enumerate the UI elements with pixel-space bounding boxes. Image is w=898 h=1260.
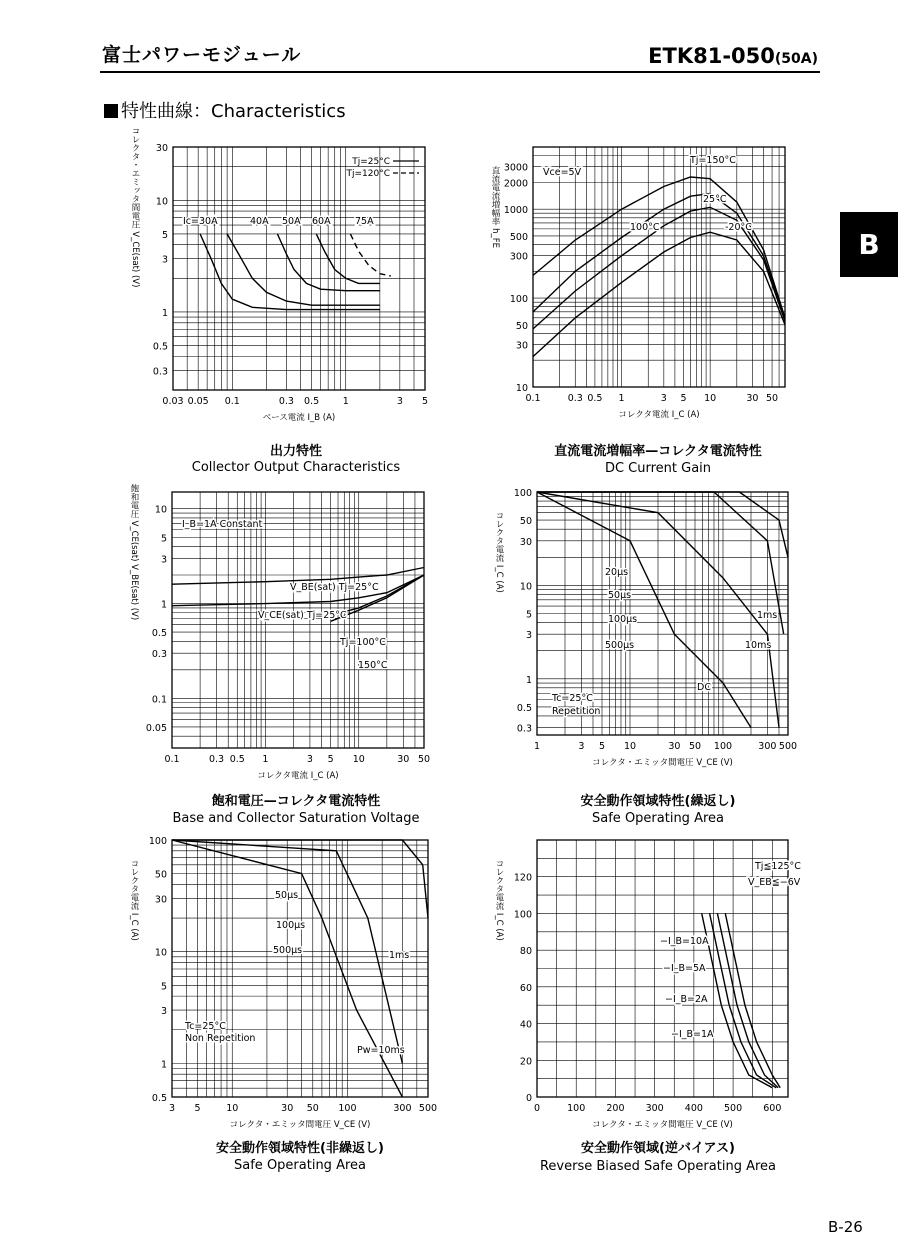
y-tick-label: 10: [154, 504, 167, 516]
annotation-label: I_B=1A Constant: [182, 519, 263, 530]
y-tick-label: 0.5: [152, 341, 168, 353]
annotation-label: 500μs: [605, 640, 635, 651]
x-tick-label: 100: [338, 1103, 357, 1114]
y-tick-label: 100: [513, 909, 532, 921]
x-tick-label: 0.1: [525, 393, 541, 404]
y-tick-label: 0.3: [152, 366, 168, 378]
y-tick-label: 120: [513, 872, 532, 884]
x-tick-label: 0.5: [229, 754, 245, 765]
annotation-label: 150°C: [358, 660, 388, 671]
x-tick-label: 3: [168, 1103, 176, 1114]
y-axis-label: 飽和電圧 V_CE(sat) V_BE(sat) (V): [129, 483, 139, 621]
y-tick-label: 5: [161, 229, 168, 241]
series-line: [702, 913, 773, 1087]
annotation-label: 100°C: [630, 222, 660, 233]
x-tick-label: 0.3: [567, 393, 583, 404]
y-tick-label: 5: [525, 609, 532, 621]
annotation-label: 40A: [250, 216, 269, 227]
series-line: [172, 840, 428, 918]
y-tick-label: 40: [519, 1019, 532, 1031]
y-tick-label: 0: [525, 1093, 532, 1104]
y-tick-label: 20: [519, 1056, 532, 1068]
x-tick-label: 5: [327, 754, 334, 765]
annotation-label: −I_B=5A: [663, 963, 706, 974]
y-tick-label: 1: [525, 674, 532, 686]
plot-frame: [173, 147, 425, 390]
y-tick-label: 10: [155, 196, 168, 208]
annotation-label: 50μs: [608, 590, 632, 601]
annotation-label: V_EB≦−6V: [748, 877, 801, 888]
x-tick-label: 50: [766, 393, 779, 404]
annotation-label: Tj≦125°C: [755, 861, 801, 872]
x-tick-label: 10: [704, 393, 717, 404]
x-tick-label: 50: [306, 1103, 319, 1114]
y-tick-label: 0.5: [151, 628, 167, 640]
annotation-label: 1ms: [389, 950, 410, 961]
y-tick-label: 10: [515, 383, 528, 394]
chart-5-title-jp: 安全動作領域特性(非繰返し): [216, 1141, 384, 1156]
part-number-text: ETK81-050: [648, 44, 775, 68]
y-tick-label: 30: [515, 340, 528, 352]
x-tick-label: 1: [618, 393, 625, 404]
y-tick-label: 10: [154, 947, 167, 959]
x-tick-label: 200: [606, 1103, 625, 1114]
x-axis-label: ベース電流 I_B (A): [262, 413, 336, 423]
annotation-label: 1ms: [757, 610, 778, 621]
x-tick-label: 3: [396, 396, 403, 407]
annotation-label: Pw=10ms: [357, 1045, 405, 1056]
series-line: [717, 913, 778, 1087]
x-tick-label: 600: [763, 1103, 782, 1114]
x-tick-label: 5: [680, 393, 687, 404]
x-tick-label: 300: [645, 1103, 664, 1114]
annotation-label: -20°C: [725, 222, 752, 233]
chart-3-title-jp: 飽和電圧—コレクタ電流特性: [211, 794, 381, 809]
x-tick-label: 500: [778, 741, 798, 752]
x-tick-label: 0.5: [587, 393, 603, 404]
chart-6-title-jp: 安全動作領域(逆バイアス): [581, 1141, 735, 1156]
x-tick-label: 10: [352, 754, 365, 765]
y-tick-label: 3: [160, 554, 167, 566]
annotation-label: 50A: [282, 216, 301, 227]
part-rating: (50A): [774, 51, 818, 67]
chart-3-title: Base and Collector Saturation Voltage: [172, 811, 420, 826]
series-line: [533, 177, 785, 318]
annotation-label: 10ms: [745, 640, 772, 651]
chart-2-title: DC Current Gain: [604, 461, 712, 476]
chart-4-title-jp: 安全動作領域特性(繰返し): [580, 794, 736, 809]
brand-title: 富士パワーモジュール: [102, 44, 302, 66]
y-tick-label: 10: [519, 581, 532, 593]
y-tick-label: 50: [519, 516, 532, 528]
y-tick-label: 500: [509, 231, 528, 243]
x-tick-label: 1: [262, 754, 269, 765]
y-axis-label: コレクタ電流 I_C (A): [494, 859, 504, 941]
x-axis-label: コレクタ電流 I_C (A): [618, 410, 700, 420]
chart-2-title-jp: 直流電流増幅率—コレクタ電流特性: [554, 444, 762, 459]
section-title: 特性曲線：Characteristics: [121, 101, 346, 122]
y-tick-label: 30: [519, 536, 532, 548]
x-tick-label: 400: [684, 1103, 703, 1114]
plot-frame: [172, 840, 428, 1097]
series-line: [537, 492, 784, 634]
x-tick-label: 0.5: [304, 396, 320, 407]
y-tick-label: 1: [160, 1059, 167, 1071]
x-tick-label: 30: [668, 741, 681, 752]
y-tick-label: 80: [519, 946, 532, 958]
series-line: [350, 234, 391, 276]
y-tick-label: 3: [160, 1006, 167, 1018]
chart-1-title: Collector Output Characteristics: [191, 460, 401, 475]
y-tick-label: 1000: [503, 205, 528, 217]
chart-1-title-jp: 出力特性: [269, 444, 322, 459]
y-tick-label: 0.3: [151, 649, 167, 661]
x-tick-label: 300: [393, 1103, 412, 1114]
x-tick-label: 30: [281, 1103, 294, 1114]
annotation-label: −I_B=1A: [671, 1029, 714, 1040]
y-tick-label: 100: [148, 836, 167, 847]
x-tick-label: 30: [397, 754, 410, 765]
x-tick-label: 500: [724, 1103, 743, 1114]
annotation-label: V_CE(sat) Tj=25°C: [258, 610, 347, 621]
x-tick-label: 30: [746, 393, 759, 404]
annotation-label: 50μs: [275, 890, 299, 901]
y-tick-label: 50: [515, 320, 528, 332]
annotation-label: Ic=30A: [183, 216, 218, 227]
y-tick-label: 3: [525, 630, 532, 642]
y-tick-label: 0.3: [516, 723, 532, 735]
y-tick-label: 100: [513, 488, 532, 499]
chart-6-title: Reverse Biased Safe Operating Area: [539, 1159, 776, 1174]
x-tick-label: 0: [533, 1103, 541, 1114]
annotation-label: −I_B=2A: [665, 994, 708, 1005]
y-axis-label: コレクタ電流 I_C (A): [129, 859, 139, 941]
y-tick-label: 3: [161, 254, 168, 266]
annotation-label: Tj=150°C: [690, 155, 736, 166]
y-tick-label: 5: [160, 981, 167, 993]
annotation-label: 100μs: [276, 920, 306, 931]
chart-4-title: Safe Operating Area: [592, 811, 724, 826]
annotation-label: Tj=100°C: [340, 637, 386, 648]
annotation-label: 20μs: [605, 567, 629, 578]
x-axis-label: コレクタ・エミッタ間電圧 V_CE (V): [592, 1120, 733, 1130]
x-tick-label: 1: [533, 741, 541, 752]
y-axis-label: コレクタ・エミッタ間電圧 V_CE(sat) (V): [130, 126, 140, 288]
y-tick-label: 1: [161, 307, 168, 319]
annotation-label: 60A: [312, 216, 331, 227]
annotation-label: Tc=25°C: [552, 693, 593, 704]
plot-frame: [533, 147, 785, 387]
x-tick-label: 5: [421, 396, 429, 407]
annotation-label: V_BE(sat) Tj=25°C: [290, 582, 379, 593]
page-number: B-26: [828, 1218, 863, 1236]
x-tick-label: 0.1: [164, 754, 180, 765]
legend-label: Tj=120°C: [346, 169, 390, 179]
y-tick-label: 100: [509, 294, 528, 306]
x-tick-label: 0.3: [208, 754, 225, 765]
y-tick-label: 0.05: [145, 722, 167, 734]
x-tick-label: 3: [578, 741, 585, 752]
annotation-label: 25°C: [703, 194, 727, 205]
annotation-label: −I_B=10A: [660, 936, 709, 947]
x-tick-label: 0.3: [278, 396, 294, 407]
y-tick-label: 0.5: [151, 1093, 167, 1104]
annotation-label: Repetition: [552, 706, 601, 717]
y-tick-label: 2000: [503, 178, 528, 190]
y-tick-label: 30: [155, 143, 168, 154]
chart-5-title: Safe Operating Area: [234, 1158, 366, 1173]
x-tick-label: 3: [660, 393, 667, 404]
y-tick-label: 0.1: [151, 694, 167, 706]
annotation-label: Non Repetition: [185, 1033, 256, 1044]
y-tick-label: 300: [509, 251, 528, 263]
x-axis-label: コレクタ電流 I_C (A): [257, 771, 339, 781]
x-tick-label: 5: [194, 1103, 201, 1114]
y-tick-label: 3000: [503, 162, 528, 174]
x-tick-label: 0.05: [187, 396, 209, 407]
annotation-label: 500μs: [273, 945, 303, 956]
section-tab: B: [840, 212, 898, 277]
annotation-label: 75A: [355, 216, 374, 227]
x-tick-label: 0.03: [162, 396, 184, 407]
x-tick-label: 500: [418, 1103, 438, 1114]
x-tick-label: 50: [417, 754, 431, 765]
x-axis-label: コレクタ・エミッタ間電圧 V_CE (V): [229, 1120, 371, 1130]
y-axis-label: 直流電流増幅率 h_FE: [490, 165, 500, 249]
x-tick-label: 100: [713, 741, 733, 752]
legend-label: Tj=25°C: [352, 157, 390, 167]
y-axis-label: コレクタ電流 I_C (A): [494, 511, 504, 593]
x-axis-label: コレクタ・エミッタ間電圧 V_CE (V): [592, 758, 733, 768]
annotation-label: DC: [697, 682, 711, 693]
y-tick-label: 60: [519, 982, 532, 994]
y-tick-label: 1: [160, 599, 167, 611]
annotation-label: Vce=5V: [543, 167, 582, 178]
x-tick-label: 10: [623, 741, 637, 752]
y-tick-label: 0.5: [516, 702, 532, 714]
x-tick-label: 300: [758, 741, 777, 752]
x-tick-label: 1: [342, 396, 349, 407]
annotation-label: Tc=25°C: [185, 1021, 226, 1032]
x-tick-label: 0.1: [224, 396, 240, 407]
x-tick-label: 3: [306, 754, 313, 765]
x-tick-label: 10: [226, 1103, 239, 1114]
annotation-label: 100μs: [608, 614, 638, 625]
x-tick-label: 100: [567, 1103, 586, 1114]
series-line: [277, 234, 380, 291]
y-tick-label: 30: [154, 894, 167, 906]
y-tick-label: 50: [154, 869, 167, 881]
x-tick-label: 5: [598, 741, 606, 752]
x-tick-label: 50: [688, 741, 702, 752]
y-tick-label: 5: [160, 533, 167, 545]
